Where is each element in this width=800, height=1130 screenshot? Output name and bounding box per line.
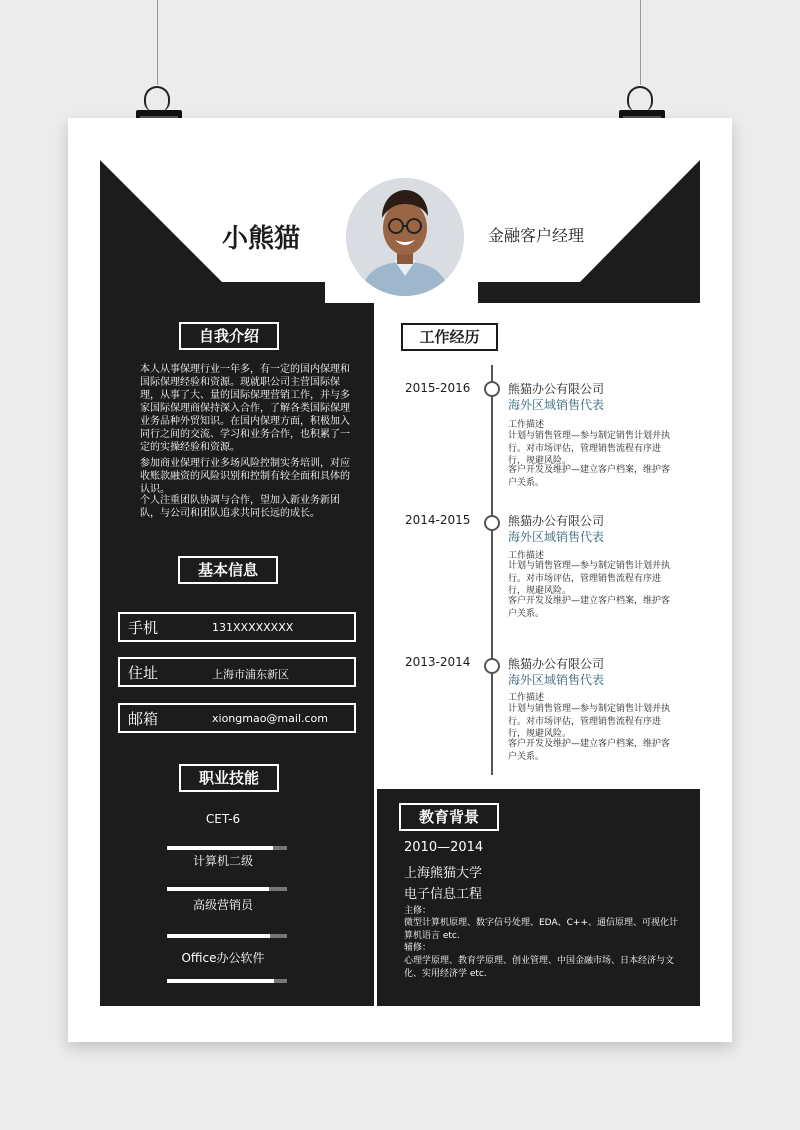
avatar: [346, 178, 464, 296]
work-desc-head: 工作描述: [508, 420, 545, 430]
work-years: 2013-2014: [405, 655, 471, 669]
intro-paragraph-2: 参加商业保理行业多场风险控制实务培训，对应收账款融资的风险识别和控制有较全面和具体的认识。: [140, 458, 350, 495]
info-label: 手机: [128, 619, 159, 637]
info-value: 131XXXXXXXX: [212, 621, 294, 634]
skill-name: CET-6: [205, 812, 241, 826]
skills-title: 职业技能: [179, 764, 279, 792]
work-desc: 客户开发及维护—建立客户档案，维护客户关系。: [508, 465, 671, 488]
minor-courses: 心理学原理、教育学原理、创业管理、中国金融市场、日本经济与文化、实用经济学 etc.: [404, 956, 675, 979]
job-title: 金融客户经理: [488, 226, 585, 245]
info-row-address: [118, 657, 356, 687]
info-value: 上海市浦东新区: [212, 668, 289, 681]
work-company: 熊猫办公有限公司: [508, 657, 605, 671]
skill-bar-fill: [167, 979, 274, 983]
work-years: 2014-2015: [405, 513, 471, 527]
candidate-name: 小熊猫: [222, 224, 301, 254]
skill-bar: [167, 887, 287, 891]
work-title: 工作经历: [401, 323, 498, 351]
work-role: 海外区域销售代表: [508, 673, 605, 687]
skill-name: 高级营销员: [192, 898, 253, 912]
skill-bar-fill: [167, 846, 273, 850]
timeline-line: [491, 365, 493, 775]
info-row-phone: [118, 612, 356, 642]
work-desc-head: 工作描述: [508, 551, 545, 561]
work-role: 海外区域销售代表: [508, 530, 605, 544]
timeline-dot: [484, 658, 500, 674]
main-courses: 微型计算机原理、数字信号处理、EDA、C++、通信原理、可视化计算机语言 etc.: [404, 918, 678, 941]
skill-bar-fill: [167, 887, 269, 891]
info-label: 邮箱: [128, 710, 159, 728]
work-desc: 计划与销售管理—参与制定销售计划并执行。对市场评估，管理销售流程有序进行，规避风险。: [508, 431, 671, 466]
intro-paragraph-1: 本人从事保理行业一年多，有一定的国内保理和国际保理经验和资源。现就职公司主营国际保理，从事了大、量的国际保理营销工作，并与多家国际保理商保持深入合作，了解各类国际保理业务品种外贸知识。在国内保理方面，积极加入同行之间的交流、学习和业务合作，也积累了一定的实操经验和资源。: [140, 364, 350, 453]
timeline-dot: [484, 381, 500, 397]
basic-info-title: 基本信息: [178, 556, 278, 584]
work-desc: 计划与销售管理—参与制定销售计划并执行。对市场评估，管理销售流程有序进行，规避风险。: [508, 561, 671, 596]
info-row-email: [118, 703, 356, 733]
work-company: 熊猫办公有限公司: [508, 514, 605, 528]
work-role: 海外区域销售代表: [508, 398, 605, 412]
timeline-dot: [484, 515, 500, 531]
work-desc: 客户开发及维护—建立客户档案，维护客户关系。: [508, 596, 671, 619]
intro-paragraph-3: 个人注重团队协调与合作，望加入新业务新团队，与公司和团队追求共同长远的成长。: [140, 495, 340, 519]
work-desc: 计划与销售管理—参与制定销售计划并执行。对市场评估，管理销售流程有序进行，规避风险。: [508, 704, 671, 739]
skill-name: Office办公软件: [181, 951, 265, 965]
education-period: 2010—2014: [404, 840, 484, 855]
skill-bar: [167, 979, 287, 983]
skill-bar: [167, 934, 287, 938]
work-desc-head: 工作描述: [508, 693, 545, 703]
intro-title: 自我介绍: [179, 322, 279, 350]
education-title: 教育背景: [399, 803, 499, 831]
skill-bar-fill: [167, 934, 270, 938]
work-company: 熊猫办公有限公司: [508, 382, 605, 396]
avatar-photo: [346, 178, 464, 296]
work-desc: 客户开发及维护—建立客户档案，维护客户关系。: [508, 739, 671, 762]
work-years: 2015-2016: [405, 381, 471, 395]
minor-courses-label: 辅修：: [404, 943, 432, 953]
info-label: 住址: [128, 664, 159, 682]
info-value: xiongmao@mail.com: [212, 712, 328, 725]
education-major: 电子信息工程: [404, 887, 483, 902]
education-school: 上海熊猫大学: [404, 866, 483, 881]
skill-bar: [167, 846, 287, 850]
skill-name: 计算机二级: [192, 854, 253, 868]
main-courses-label: 主修：: [404, 906, 432, 916]
